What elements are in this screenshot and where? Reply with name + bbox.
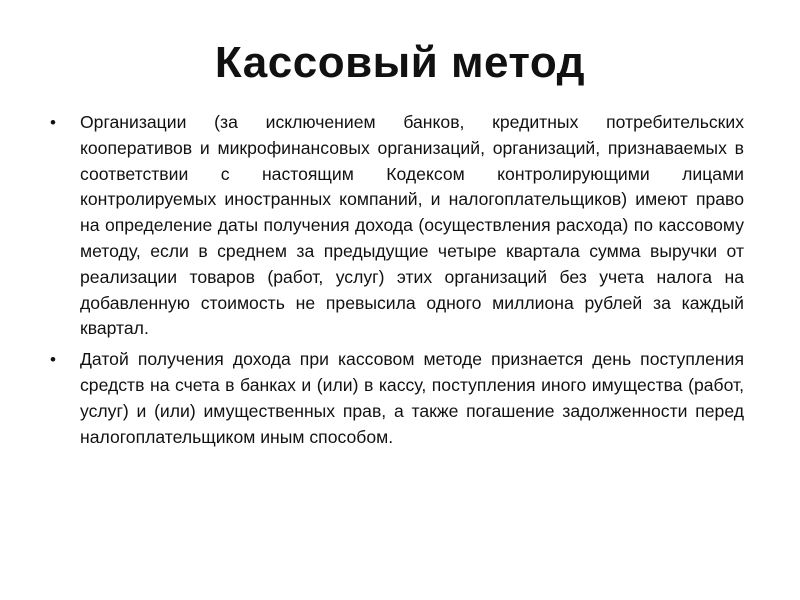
- bullet-item: [50, 347, 744, 450]
- bullet-text: Организации (за исключением банков, кредитных потребительских кооперативов и микрофинансовых организаций, организаций, признаваемых в соответствии с настоящим Кодексом контролирующими лицами контролируемых иностранных компаний, и налогоплательщиков) имеют право на определение даты получения дохода (осуществления расхода) по кассовому методу, если в среднем за предыдущие четыре квартала сумма выручки от реализации товаров (работ, услуг) этих организаций без учета налога на добавленную стоимость не превысила одного миллиона рублей за каждый квартал.: [80, 112, 744, 339]
- slide-title: Кассовый метод: [214, 38, 586, 87]
- bullet-item: [50, 110, 744, 342]
- bullet-dot-icon: •: [50, 350, 56, 370]
- bullet-list: [50, 110, 744, 455]
- bullet-dot-icon: •: [50, 113, 56, 132]
- bullet-text: Датой получения дохода при кассовом методе признается день поступления средств на счета в банках и (или) в кассу, поступления иного имущества (работ, услуг) и (или) имущественных прав, а также погашение задолженности перед налогоплательщиком иным способом.: [80, 349, 744, 447]
